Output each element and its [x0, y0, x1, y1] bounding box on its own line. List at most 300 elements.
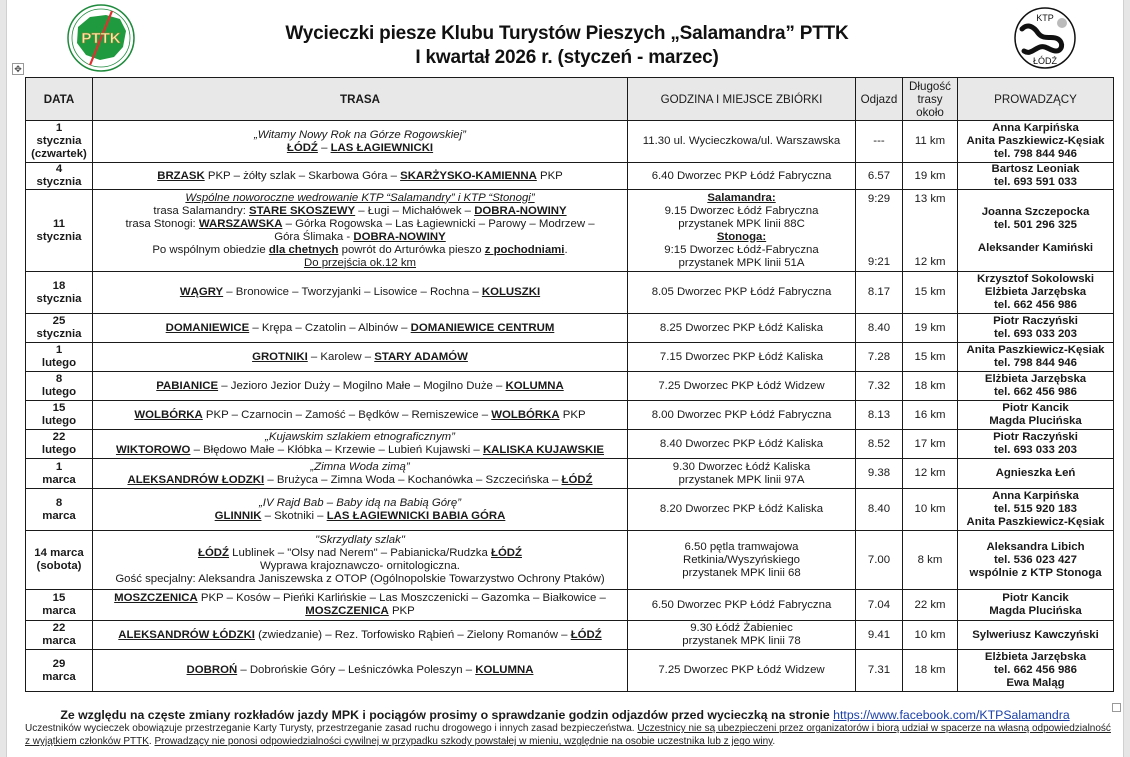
header-date: DATA [26, 78, 93, 121]
place-name: DOBRA-NOWINY [353, 230, 446, 243]
date-line: 22 [52, 622, 66, 634]
place-name: WOLBÓRKA [134, 408, 203, 421]
leader-cell [958, 489, 1114, 531]
date-line: 29 [52, 657, 66, 670]
meeting-group-label: Salamandra: [707, 191, 776, 204]
leader-line: wspólnie z KTP Stonoga [969, 566, 1102, 579]
length-cell: 15 km [903, 272, 958, 314]
table-row [26, 590, 1114, 621]
meeting-line: przystanek MPK linii 51A [678, 256, 805, 269]
meeting-cell [628, 650, 856, 692]
route-cell [93, 121, 628, 163]
place-name: GLINNIK [214, 509, 262, 522]
leader-line: Piotr Kancik [1002, 592, 1069, 604]
ktp-salamander-logo-icon [1012, 5, 1078, 71]
leader-cell [958, 190, 1114, 272]
hike-schedule-table [25, 77, 1114, 692]
meeting-cell [628, 372, 856, 401]
title-line-1: Wycieczki piesze Klubu Turystów Pieszych „Salamandra” PTTK [285, 23, 849, 44]
place-name: PABIANICE [156, 379, 219, 392]
date-line: 1 [55, 460, 63, 473]
date-line: stycznia [36, 135, 82, 147]
meeting-group-label: Stonoga: [716, 230, 767, 243]
footer [0, 708, 1130, 748]
length-cell: 19 km [903, 314, 958, 343]
leader-cell [958, 163, 1114, 190]
date-line: marca [42, 473, 76, 486]
leader-cell [958, 343, 1114, 372]
date-cell [26, 343, 93, 372]
route-text: Lublinek – "Olsy nad Nerem" – Pabianicka/Rudzka [229, 547, 491, 559]
table-row [26, 531, 1114, 590]
meeting-cell [628, 190, 856, 272]
document-title [200, 22, 934, 70]
leader-line: Elżbieta Jarzębska [984, 286, 1087, 298]
place-name: DOMANIEWICE CENTRUM [410, 321, 555, 334]
leader-cell [958, 430, 1114, 459]
route-text: – Brużyca – Zimna Woda – Kochanówka – Szczecińska – [264, 473, 562, 486]
leader-line: Krzysztof Sokolowski [976, 273, 1095, 285]
route-line [95, 605, 625, 618]
date-cell [26, 459, 93, 489]
route-line [95, 444, 625, 457]
route-title: „Zimna Woda zimą” [310, 460, 410, 473]
date-line: 25 [52, 315, 66, 327]
leader-line: Anna Karpińska [992, 490, 1079, 502]
route-title: Wspólne noworoczne wedrowanie KTP “Salamandry” i KTP “Stonogi” [185, 191, 535, 204]
date-line: 11 [52, 217, 66, 230]
meeting-line: 9.15 Dworzec Łódź Fabryczna [664, 204, 819, 217]
place-name: STARY ADAMÓW [374, 350, 468, 363]
leader-line: Aleksander Kamiński [977, 242, 1094, 254]
meeting-cell [628, 621, 856, 650]
departure-time: 9:29 [867, 192, 891, 205]
meeting-line: przystanek MPK linii 97A [678, 473, 805, 486]
departure-cell: 9.41 [856, 621, 903, 650]
leader-line: Elżbieta Jarzębska [984, 651, 1087, 663]
date-line: 15 [52, 592, 66, 604]
place-name: ŁÓDŹ [286, 141, 318, 154]
length-cell: 17 km [903, 430, 958, 459]
place-name: WOLBÓRKA [491, 408, 560, 421]
route-text: Gość specjalny: Aleksandra Janiszewska z OTOP (Ogólnopolskie Towarzystwo Ochrony Ptaków) [115, 573, 605, 585]
leader-line: tel. 662 456 986 [994, 299, 1077, 311]
meeting-line: przystanek MPK linii 68 [682, 566, 801, 579]
table-row [26, 272, 1114, 314]
departure-cell: 7.00 [856, 531, 903, 590]
meeting-cell [628, 489, 856, 531]
route-line [95, 322, 625, 335]
meeting-cell [628, 272, 856, 314]
place-name: WIKTOROWO [115, 444, 191, 456]
meeting-line: 8.00 Dworzec PKP Łódź Fabryczna [651, 408, 832, 421]
departure-cell: 7.04 [856, 590, 903, 621]
table-row [26, 314, 1114, 343]
place-name: KALISKA KUJAWSKIE [482, 444, 605, 456]
leader-line: Elżbieta Jarzębska [984, 373, 1087, 385]
length-cell: 18 km [903, 650, 958, 692]
departure-cell: 8.17 [856, 272, 903, 314]
place-name: GROTNIKI [252, 350, 308, 363]
departure-cell: 7.28 [856, 343, 903, 372]
date-line: lutego [41, 357, 77, 369]
leader-line: Joanna Szczepocka [981, 206, 1090, 218]
date-line: 4 [55, 163, 63, 175]
route-title: „Witamy Nowy Rok na Górze Rogowskiej” [254, 128, 466, 141]
table-row [26, 121, 1114, 163]
leader-line: Piotr Raczyński [993, 431, 1078, 443]
rules-separator: . [148, 736, 155, 747]
pttk-logo-icon [66, 3, 136, 73]
route-text: PKP – Kosów – Pieńki Karlińskie – Las Moszczenicki – Gazomka – Białkowice – [197, 592, 606, 604]
departure-cell: 7.32 [856, 372, 903, 401]
rules-text: Uczestników wycieczek obowiązuje przestrzeganie Karty Turysty, przestrzeganie zasad ruchu drogowego i innych zasad bezpieczeństwa. [25, 723, 638, 734]
date-cell [26, 163, 93, 190]
route-title: „IV Rajd Bab – Baby idą na Babią Górę” [259, 496, 461, 509]
route-line [95, 244, 625, 257]
place-name: ŁÓDŹ [490, 547, 522, 559]
meeting-cell [628, 430, 856, 459]
leader-line: Anita Paszkiewicz-Kęsiak [966, 135, 1105, 147]
table-row [26, 621, 1114, 650]
meeting-cell [628, 459, 856, 489]
meeting-line: 11.30 ul. Wycieczkowa/ul. Warszawska [642, 135, 841, 147]
length-split [905, 191, 955, 271]
leader-line: tel. 662 456 986 [994, 664, 1077, 676]
route-text: . [564, 243, 568, 256]
route-title: „Kujawskim szlakiem etnograficznym” [265, 431, 455, 443]
table-body [26, 121, 1114, 692]
insurance-disclaimer: Uczestnicy nie są ubezpieczeni przez organizatorów i biorą udział w spacerze na własną odpowiedzialność z wyjątkiem członków PTTK [25, 723, 1111, 747]
route-line [95, 409, 625, 422]
departure-cell [856, 190, 903, 272]
place-name: KOLUSZKI [481, 286, 541, 298]
rules-end: . [772, 736, 776, 747]
route-cell [93, 590, 628, 621]
leader-line: Bartosz Leoniak [991, 163, 1080, 175]
leader-line: tel. 515 920 183 [994, 503, 1077, 515]
place-name: LAS ŁAGIEWNICKI [330, 141, 434, 154]
date-line: (czwartek) [31, 148, 87, 160]
meeting-line: przystanek MPK linii 88C [678, 217, 805, 230]
date-cell [26, 314, 93, 343]
meeting-line: 9.30 Dworzec Łódź Kaliska [672, 460, 811, 473]
length-cell: 18 km [903, 372, 958, 401]
meeting-line: 6.50 Dworzec PKP Łódź Fabryczna [651, 598, 832, 611]
departure-cell: 8.40 [856, 489, 903, 531]
table-row [26, 163, 1114, 190]
place-name: SKARŻYSKO-KAMIENNA [400, 169, 537, 182]
table-row [26, 401, 1114, 430]
route-text: – Ługi – Michałówek – [355, 204, 475, 217]
meeting-line: 9.30 Łódź Żabieniec [690, 622, 793, 634]
date-line: lutego [41, 415, 77, 427]
route-cell [93, 314, 628, 343]
date-line: 22 [52, 431, 66, 443]
date-line: 1 [55, 344, 63, 356]
route-text: Góra Ślimaka - [274, 230, 354, 243]
meeting-cell [628, 531, 856, 590]
departure-cell: 7.31 [856, 650, 903, 692]
date-line: 1 [55, 122, 63, 134]
page-gutter-left [0, 0, 7, 757]
footer-notice [0, 708, 1130, 722]
departure-cell: --- [856, 121, 903, 163]
meeting-line: 8.20 Dworzec PKP Łódź Kaliska [659, 503, 824, 515]
table-row [26, 372, 1114, 401]
place-name: BRZASK [157, 169, 205, 182]
leader-line: Magda Plucińska [989, 415, 1082, 427]
date-line: marca [42, 605, 76, 617]
meeting-line: Retkinia/Wyszyńskiego [682, 553, 800, 566]
route-text: – Górka Rogowska – Las Łagiewnicki – Parowy – Modrzew – [282, 217, 595, 230]
date-line: 15 [52, 402, 66, 414]
meeting-cell [628, 590, 856, 621]
date-line: stycznia [36, 328, 82, 340]
route-length: 13 km [914, 192, 946, 205]
date-cell [26, 531, 93, 590]
table-row [26, 650, 1114, 692]
place-name: MOSZCZENICA [305, 605, 389, 617]
meeting-line: 6.50 pętla tramwajowa [684, 540, 799, 553]
departure-cell: 8.52 [856, 430, 903, 459]
meeting-line: 7.25 Dworzec PKP Łódź Widzew [658, 379, 825, 392]
date-cell [26, 372, 93, 401]
departure-cell: 8.40 [856, 314, 903, 343]
leader-line: Magda Plucińska [989, 605, 1082, 617]
meeting-line: 7.15 Dworzec PKP Łódź Kaliska [659, 350, 824, 363]
length-cell: 15 km [903, 343, 958, 372]
route-text: Do przejścia ok.12 km [303, 256, 417, 269]
length-cell: 16 km [903, 401, 958, 430]
title-line-2: I kwartał 2026 r. (styczeń - marzec) [415, 47, 719, 68]
header-length: Długość trasy około [903, 78, 958, 121]
route-line [95, 573, 625, 586]
route-line [95, 218, 625, 231]
meeting-line: 7.25 Dworzec PKP Łódź Widzew [658, 664, 825, 676]
header-departure: Odjazd [856, 78, 903, 121]
date-cell [26, 272, 93, 314]
svg-text:PTTK: PTTK [81, 30, 121, 47]
route-line [95, 547, 625, 560]
place-name: DOBRA-NOWINY [474, 204, 567, 217]
leader-cell [958, 621, 1114, 650]
date-line: marca [42, 635, 76, 647]
route-line [95, 474, 625, 487]
leader-cell [958, 272, 1114, 314]
table-row [26, 343, 1114, 372]
route-cell [93, 163, 628, 190]
leader-line: Agnieszka Łeń [995, 467, 1076, 479]
place-name: ŁÓDŹ [561, 473, 593, 486]
route-text: PKP [388, 605, 415, 617]
leader-line: tel. 798 844 946 [994, 357, 1077, 369]
leader-line: tel. 536 023 427 [994, 553, 1077, 566]
date-line: 14 marca [34, 547, 84, 559]
liability-disclaimer: Prowadzący nie ponosi odpowiedzialności cywilnej w przypadku szkody powstałej w mieniu, względnie na osobie uczestnika lub z jego winy [154, 736, 773, 747]
header-meeting: GODZINA I MIEJSCE ZBIÓRKI [628, 78, 856, 121]
svg-text:ŁÓDŹ: ŁÓDŹ [1032, 56, 1058, 66]
date-line: 8 [55, 496, 63, 509]
table-row [26, 190, 1114, 272]
place-name: DOMANIEWICE [165, 321, 250, 334]
leader-group [960, 206, 1111, 232]
date-line: marca [42, 670, 76, 683]
date-cell [26, 621, 93, 650]
route-text: (zwiedzanie) – Rez. Torfowisko Rąbień – Zielony Romanów – [254, 628, 571, 641]
departure-split [858, 191, 900, 271]
place-name: MOSZCZENICA [114, 592, 198, 604]
route-text: – Bronowice – Tworzyjanki – Lisowice – Rochna – [223, 286, 482, 298]
route-text: – Jezioro Jezior Duży – Mogilno Małe – Mogilno Duże – [218, 379, 506, 392]
table-header-row [26, 78, 1114, 121]
route-cell [93, 621, 628, 650]
route-line [95, 351, 625, 364]
route-text: – [317, 141, 331, 154]
svg-text:KTP: KTP [1036, 13, 1054, 23]
route-text: PKP – Czarnocin – Zamość – Będków – Remiszewice – [202, 408, 492, 421]
route-cell [93, 650, 628, 692]
leader-cell [958, 121, 1114, 163]
departure-cell: 8.13 [856, 401, 903, 430]
header-leader: PROWADZĄCY [958, 78, 1114, 121]
place-name: WARSZAWSKA [198, 217, 283, 230]
leader-cell [958, 590, 1114, 621]
leader-line: Sylweriusz Kawczyński [972, 628, 1099, 641]
route-line [95, 231, 625, 244]
route-text: – Błędowo Małe – Kłóbka – Krzewie – Lubień Kujawski – [190, 444, 483, 456]
leader-cell [958, 372, 1114, 401]
page-gutter-right [1123, 0, 1130, 757]
place-name: z pochodniami [484, 243, 565, 256]
route-text: trasa Stonogi: [125, 217, 199, 230]
leader-line: Anita Paszkiewicz-Kęsiak [966, 516, 1105, 528]
leader-line: Aleksandra Libich [986, 540, 1085, 553]
route-line [95, 629, 625, 642]
leader-cell [958, 459, 1114, 489]
date-cell [26, 590, 93, 621]
date-cell [26, 401, 93, 430]
place-name: ALEKSANDRÓW ŁÓDZKI [118, 628, 255, 641]
place-name: ALEKSANDRÓW ŁODZKI [127, 473, 265, 486]
leader-group [960, 242, 1111, 255]
place-name: DOBROŃ [186, 664, 238, 676]
table-row [26, 430, 1114, 459]
place-name: LAS ŁAGIEWNICKI BABIA GÓRA [326, 509, 506, 522]
date-line: stycznia [36, 230, 82, 243]
route-text: – Skotniki – [261, 509, 327, 522]
place-name: KOLUMNA [505, 379, 564, 392]
leader-line: Anna Karpińska [992, 122, 1079, 134]
route-line [95, 510, 625, 523]
departure-cell: 6.57 [856, 163, 903, 190]
leader-line: tel. 693 033 203 [994, 444, 1077, 456]
route-line [95, 142, 625, 155]
route-cell [93, 430, 628, 459]
route-text: Po wspólnym obiedzie [152, 243, 269, 256]
route-cell [93, 190, 628, 272]
route-line [95, 560, 625, 573]
meeting-cell [628, 401, 856, 430]
meeting-line: 8.40 Dworzec PKP Łódź Kaliska [659, 437, 824, 450]
leader-line: tel. 501 296 325 [994, 219, 1077, 231]
route-text: powrót do Arturówka pieszo [338, 243, 485, 256]
leader-line: Anita Paszkiewicz-Kęsiak [966, 344, 1105, 356]
route-title: "Skrzydlaty szlak" [315, 534, 405, 546]
facebook-link[interactable]: https://www.facebook.com/KTPSalamandra [833, 708, 1070, 722]
route-cell [93, 531, 628, 590]
route-length: 12 km [914, 255, 946, 268]
leader-cell [958, 314, 1114, 343]
route-cell [93, 459, 628, 489]
date-line: stycznia [36, 292, 82, 305]
date-line: 8 [55, 373, 63, 385]
route-cell [93, 401, 628, 430]
table-move-handle-icon[interactable]: ✥ [12, 63, 24, 75]
departure-time: 9:21 [867, 255, 891, 268]
meeting-cell [628, 343, 856, 372]
length-cell: 19 km [903, 163, 958, 190]
place-name: dla chetnych [268, 243, 339, 256]
route-text: trasa Salamandry: [153, 204, 250, 217]
table-row [26, 489, 1114, 531]
length-cell: 10 km [903, 489, 958, 531]
leader-cell [958, 531, 1114, 590]
length-cell: 22 km [903, 590, 958, 621]
date-line: (sobota) [36, 560, 82, 572]
route-text: – Dobrońskie Góry – Leśniczówka Poleszyn – [237, 664, 476, 676]
date-cell [26, 489, 93, 531]
footer-notice-text: Ze względu na częste zmiany rozkładów jazdy MPK i pociągów prosimy o sprawdzanie godzin odjazdów przed wycieczką na stronie [60, 708, 834, 722]
header-route: TRASA [93, 78, 628, 121]
meeting-cell [628, 163, 856, 190]
date-line: lutego [41, 444, 77, 456]
route-line [95, 205, 625, 218]
leader-line: tel. 693 033 203 [994, 328, 1077, 340]
route-text: PKP [559, 408, 586, 421]
meeting-cell [628, 121, 856, 163]
meeting-line: 9:15 Dworzec Łódź-Fabryczna [664, 243, 819, 256]
table-row [26, 459, 1114, 489]
route-text: Wyprawa krajoznawczo- ornitologiczna. [260, 560, 460, 572]
length-cell: 8 km [903, 531, 958, 590]
place-name: ŁÓDŹ [570, 628, 602, 641]
date-cell [26, 650, 93, 692]
route-cell [93, 343, 628, 372]
meeting-line: przystanek MPK linii 78 [682, 635, 801, 647]
leader-line: Piotr Kancik [1002, 402, 1069, 414]
route-line [95, 380, 625, 393]
route-text: PKP – żółty szlak – Skarbowa Góra – [204, 169, 401, 182]
leader-line: tel. 798 844 946 [994, 148, 1077, 160]
route-cell [93, 489, 628, 531]
departure-cell: 9.38 [856, 459, 903, 489]
leader-line: tel. 662 456 986 [994, 386, 1077, 398]
leader-line: tel. 693 591 033 [994, 176, 1077, 188]
place-name: KOLUMNA [475, 664, 534, 676]
date-cell [26, 121, 93, 163]
date-line: lutego [41, 386, 77, 398]
meeting-line: 8.25 Dworzec PKP Łódź Kaliska [659, 321, 824, 334]
meeting-line: 8.05 Dworzec PKP Łódź Fabryczna [651, 286, 832, 298]
length-cell: 12 km [903, 459, 958, 489]
leader-line: Piotr Raczyński [993, 315, 1078, 327]
length-cell: 10 km [903, 621, 958, 650]
route-cell [93, 272, 628, 314]
route-text: – Karolew – [307, 350, 375, 363]
meeting-cell [628, 314, 856, 343]
leader-cell [958, 401, 1114, 430]
